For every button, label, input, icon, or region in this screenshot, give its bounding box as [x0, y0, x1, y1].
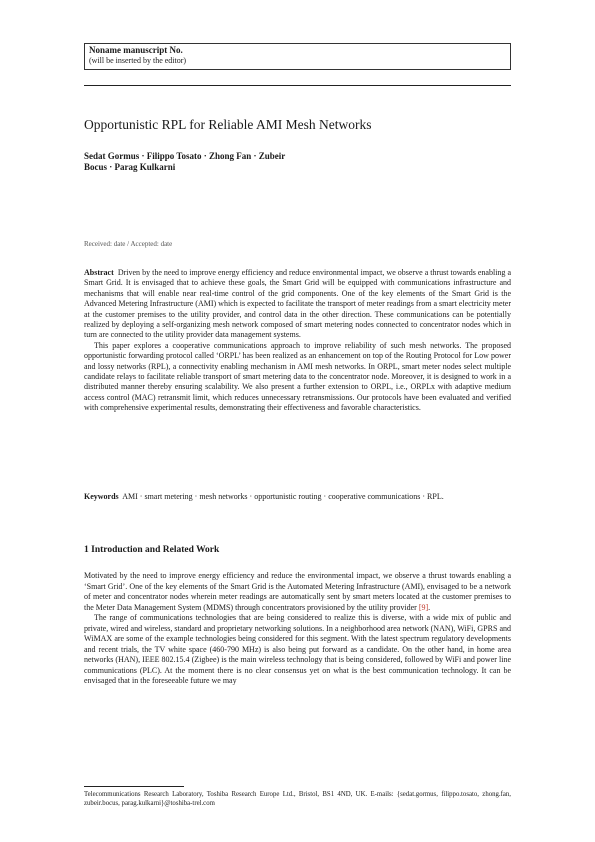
section-heading: 1 Introduction and Related Work [84, 545, 220, 555]
manuscript-note: (will be inserted by the editor) [89, 56, 187, 65]
keywords-text: AMI · smart metering · mesh networks · opportunistic routing · cooperative communications · RPL. [122, 492, 444, 501]
intro-text-1-end: . [428, 602, 431, 612]
intro-paragraph-1 [84, 571, 511, 613]
abstract-label: Abstract [84, 268, 114, 277]
section-body [84, 571, 511, 687]
author-line-2: Bocus · Parag Kulkarni [84, 162, 176, 172]
abstract-paragraph-1 [84, 268, 511, 341]
citation-link[interactable]: [9] [418, 602, 429, 612]
manuscript-box [84, 43, 511, 70]
abstract-text-1: Driven by the need to improve energy efficiency and reduce environmental impact, we observe a thrust towards enabling a Smart Grid. It is envisaged that to achieve these goals, the Smart Grid will be equipped with communications infrastructure and mechanisms that will enable near real-time control of the grid components. One of the key elements of the Smart Grid is the Advanced Metering Infrastructure (AMI) which is expected to facilitate the transport of meter readings from a smart electricity meter at the customer premises to the utility provider, and control data in the other direction. These communications can be potentially realized by deploying a self-organizing mesh network composed of smart metering nodes connected to concentrator nodes which in turn are connected to the utility provider data management systems. [84, 268, 511, 340]
header-rule [84, 85, 511, 86]
intro-paragraph-2: The range of communications technologies that are being considered to realize this is diverse, with a wide mix of public and private, wired and wireless, standard and proprietary networking solutions. In a neighborhood area network (NAN), WiFi, GPRS and WiMAX are some of the example technologies being considered for this segment. With the latest spectrum regulatory developments and recent trials, the TV white space (460-790 MHz) is also being put forward as a candidate. On the other hand, in home area networks (HAN), IEEE 802.15.4 (Zigbee) is the main wireless technology that is being considered, followed by WiFi and power line communications (PLC). At the moment there is no clear consensus yet on what is the best communication technology. It can be envisaged that in the foreseeable future we may [84, 613, 511, 685]
paper-title: Opportunistic RPL for Reliable AMI Mesh Networks [84, 117, 372, 132]
manuscript-label: Noname manuscript No. [89, 45, 183, 55]
received-date: Received: date / Accepted: date [84, 240, 173, 248]
abstract [84, 268, 511, 414]
author-list [84, 151, 384, 173]
author-line-1: Sedat Gormus · Filippo Tosato · Zhong Fan · Zubeir [84, 151, 286, 161]
affiliation-footnote: Telecommunications Research Laboratory, Toshiba Research Europe Ltd., Bristol, BS1 4ND, UK. E-mails: {sedat.gormus, filippo.tosato, zhong.fan, zubeir.bocus, parag.kulkarni}@toshiba-trel.com [84, 791, 511, 807]
footnote-rule [84, 786, 184, 787]
keywords-label: Keywords [84, 492, 119, 501]
abstract-paragraph-2: This paper explores a cooperative communications approach to improve reliability of such mesh networks. The proposed opportunistic forwarding protocol called ‘ORPL’ has been realized as an enhancement on top of the Routing Protocol for Low power and lossy networks (RPL), a connectivity enabling mechanism in AMI mesh networks. In ORPL, smart meter nodes select multiple candidate relays to facilitate reliable transport of smart metering data to the concentrator node. Moreover, it is designed to work in a distributed manner thereby ensuring scalability. We also present a further extension to ORPL, i.e., ORPLx with adaptive medium access control (MAC) retransmit limit, which reduces unnecessary retransmissions. Our protocols have been evaluated and verified with comprehensive experimental results, demonstrating their effectiveness and favorable characteristics. [84, 340, 511, 413]
keywords [84, 492, 511, 502]
intro-text-1: Motivated by the need to improve energy efficiency and reduce the environmental impact, we observe a thrust towards enabling a ‘Smart Grid’. One of the key elements of the Smart Grid is the Automated Metering Infrastructure (AMI), envisaged to be a network of meter and concentrator nodes wherein meter readings are automatically sent by smart meters located at the customer premises to the Meter Data Management System (MDMS) through concentrators provisioned by the utility provider [84, 571, 511, 612]
